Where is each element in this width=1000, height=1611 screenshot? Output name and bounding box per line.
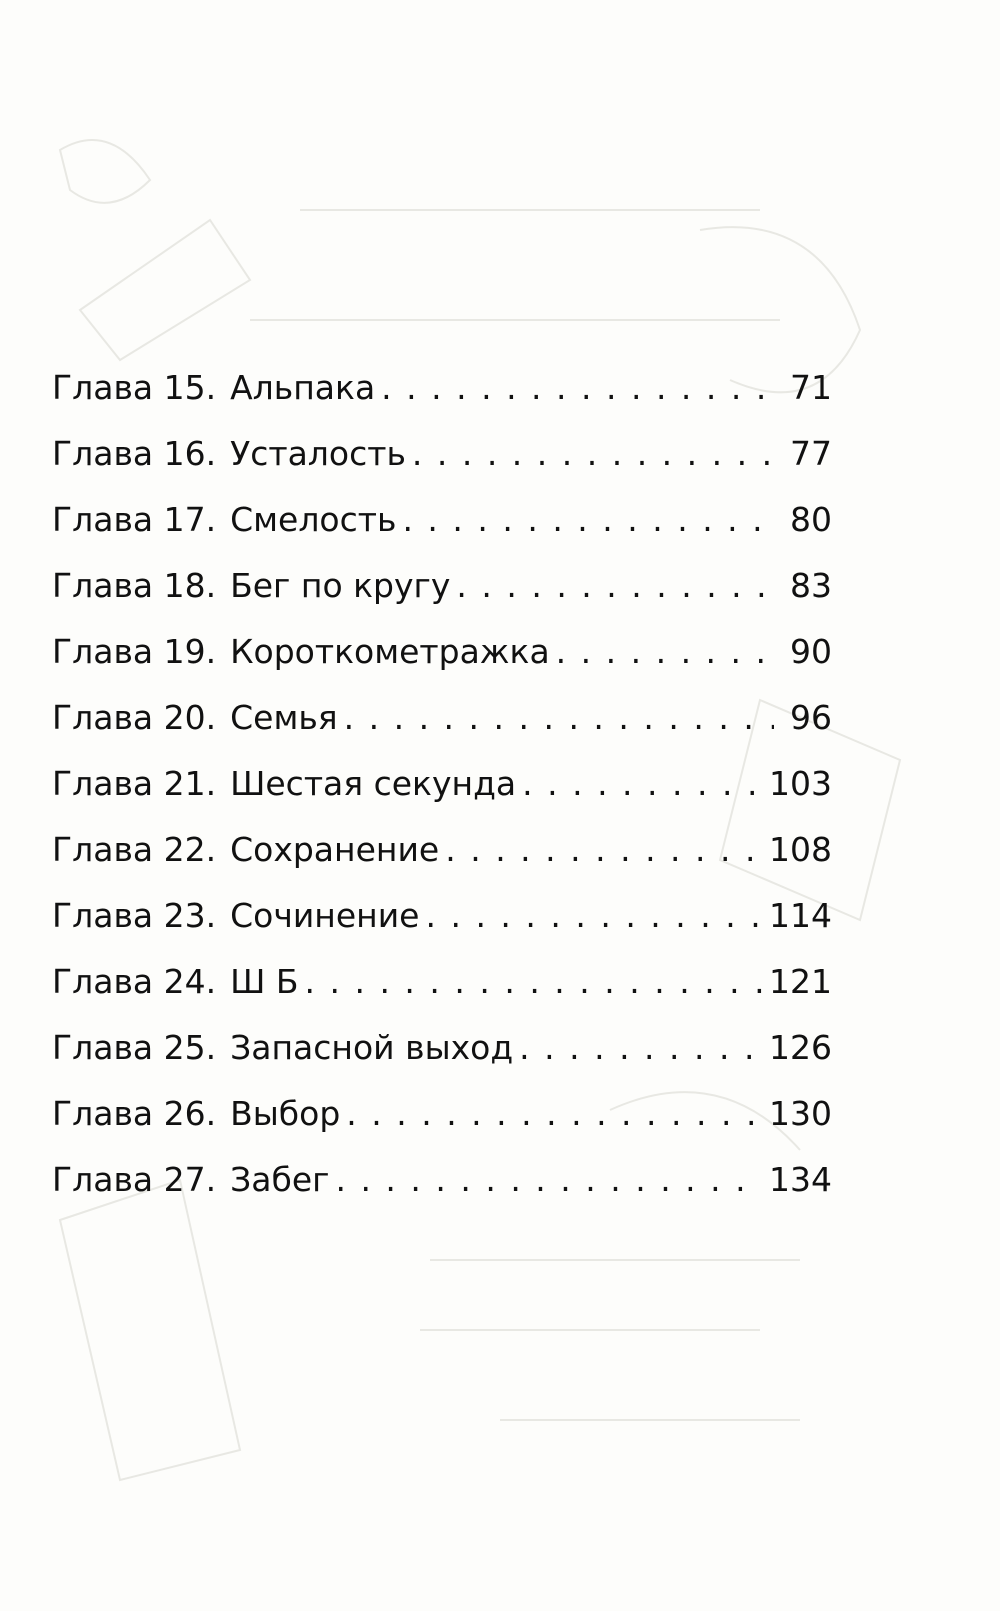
toc-entry (52, 1160, 832, 1226)
chapter-title: Шестая секунда (230, 764, 517, 803)
dot-leader (519, 1028, 763, 1068)
toc-entry (52, 896, 832, 962)
chapter-label: Глава 24. (52, 962, 217, 1001)
chapter-title: Усталость (230, 434, 406, 473)
dot-leader (335, 1160, 763, 1200)
page-number: 103 (769, 764, 832, 803)
page-number: 134 (769, 1160, 832, 1199)
chapter-label: Глава 21. (52, 764, 217, 803)
page-number: 96 (790, 698, 832, 737)
dot-leader (381, 368, 774, 408)
dot-leader (445, 830, 763, 870)
page-number: 121 (769, 962, 832, 1001)
page-number: 114 (769, 896, 832, 935)
toc-entry (52, 500, 832, 566)
toc-entry (52, 1028, 832, 1094)
toc-entry (52, 698, 832, 764)
toc-entry (52, 368, 832, 434)
page-number: 77 (790, 434, 832, 473)
chapter-title: Сочинение (230, 896, 420, 935)
chapter-label: Глава 19. (52, 632, 217, 671)
chapter-label: Глава 26. (52, 1094, 217, 1133)
chapter-label: Глава 27. (52, 1160, 217, 1199)
toc-entry (52, 764, 832, 830)
chapter-title: Сохранение (230, 830, 440, 869)
chapter-label: Глава 15. (52, 368, 217, 407)
toc-entry (52, 1094, 832, 1160)
toc-entry (52, 830, 832, 896)
chapter-title: Ш Б (230, 962, 299, 1001)
page-number: 108 (769, 830, 832, 869)
page-number: 80 (790, 500, 832, 539)
chapter-label: Глава 25. (52, 1028, 217, 1067)
chapter-title: Запасной выход (230, 1028, 514, 1067)
page-number: 83 (790, 566, 832, 605)
table-of-contents (52, 368, 832, 1226)
chapter-title: Семья (230, 698, 338, 737)
toc-entry (52, 632, 832, 698)
chapter-title: Короткометражка (230, 632, 550, 671)
chapter-title: Забег (230, 1160, 330, 1199)
chapter-label: Глава 18. (52, 566, 217, 605)
dot-leader (425, 896, 763, 936)
page-number: 126 (769, 1028, 832, 1067)
page-number: 130 (769, 1094, 832, 1133)
dot-leader (344, 698, 774, 738)
toc-entry (52, 962, 832, 1028)
dot-leader (346, 1094, 763, 1134)
chapter-title: Выбор (230, 1094, 341, 1133)
chapter-label: Глава 22. (52, 830, 217, 869)
dot-leader (556, 632, 774, 672)
dot-leader (305, 962, 763, 1002)
chapter-label: Глава 23. (52, 896, 217, 935)
dot-leader (522, 764, 763, 804)
toc-entry (52, 566, 832, 632)
dot-leader (456, 566, 774, 606)
toc-entry (52, 434, 832, 500)
dot-leader (412, 434, 774, 474)
chapter-label: Глава 16. (52, 434, 217, 473)
chapter-title: Смелость (230, 500, 397, 539)
chapter-label: Глава 20. (52, 698, 217, 737)
page-number: 90 (790, 632, 832, 671)
chapter-title: Бег по кругу (230, 566, 451, 605)
chapter-title: Альпака (230, 368, 376, 407)
page-number: 71 (790, 368, 832, 407)
dot-leader (402, 500, 774, 540)
chapter-label: Глава 17. (52, 500, 217, 539)
